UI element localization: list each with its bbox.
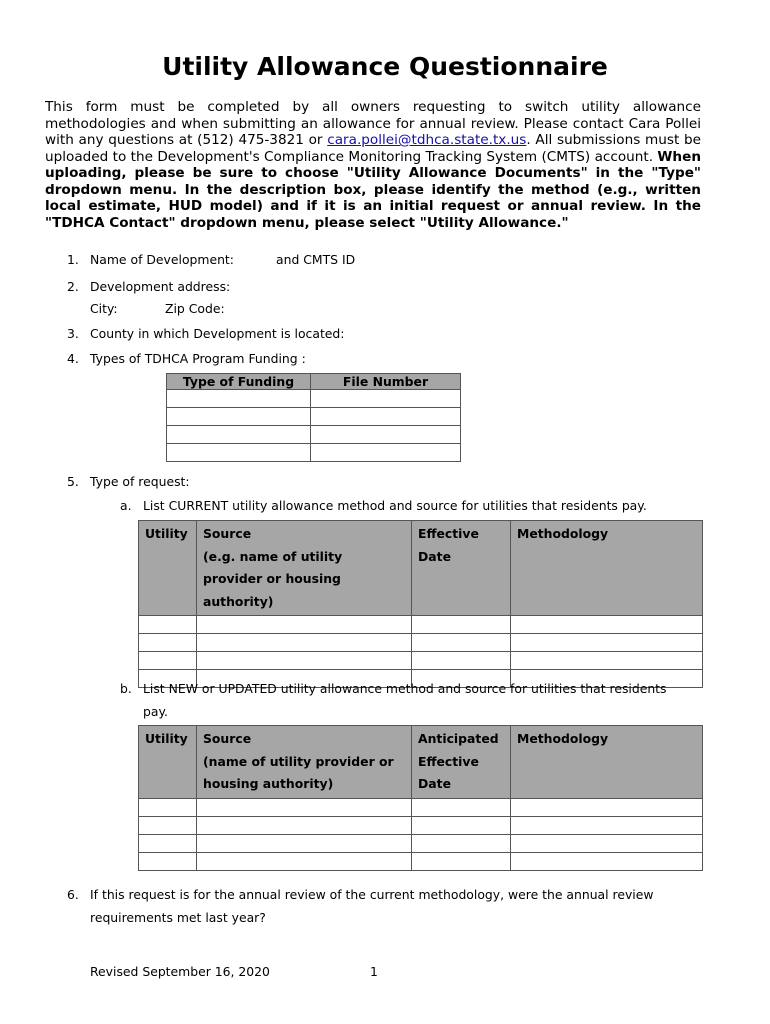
- q4-label: Types of TDHCA Program Funding :: [90, 351, 306, 366]
- q5-number: 5.: [67, 474, 79, 489]
- q5a-text: List CURRENT utility allowance method and source for utilities that residents pay.: [143, 498, 647, 513]
- current-utility-table: [138, 520, 703, 688]
- header-source-hint-1: (name of utility provider or: [203, 753, 394, 769]
- q1-number: 1.: [67, 252, 79, 267]
- q1-cmts-label: and CMTS ID: [276, 252, 356, 267]
- q5a-letter: a.: [120, 498, 132, 513]
- header-source-hint-1: (e.g. name of utility: [203, 548, 343, 564]
- header-utility: Utility: [139, 726, 197, 799]
- header-source: [197, 726, 412, 799]
- page-title: Utility Allowance Questionnaire: [162, 52, 608, 81]
- q5b-letter: b.: [120, 681, 132, 696]
- table-row: [139, 816, 703, 834]
- header-source-hint-3: authority): [203, 593, 274, 609]
- header-anticipated: Anticipated: [418, 731, 499, 746]
- header-effective-date: [412, 521, 511, 616]
- q6-text-2: requirements met last year?: [90, 910, 266, 925]
- email-link[interactable]: cara.pollei@tdhca.state.tx.us: [327, 132, 527, 148]
- table-row: [167, 408, 461, 426]
- header-effective: Effective: [418, 753, 479, 769]
- table-row: [167, 444, 461, 462]
- header-source-title: Source: [203, 526, 252, 541]
- header-date: Date: [418, 776, 451, 791]
- header-type-of-funding: Type of Funding: [167, 374, 311, 390]
- new-utility-table: [138, 725, 703, 871]
- header-methodology: Methodology: [511, 726, 703, 799]
- q5b-text: List NEW or UPDATED utility allowance method and source for utilities that residents: [143, 681, 667, 696]
- q1-label: Name of Development:: [90, 252, 234, 267]
- q6-number: 6.: [67, 887, 79, 902]
- table-row: [139, 652, 703, 670]
- header-methodology: Methodology: [511, 521, 703, 616]
- header-anticipated-effective-date: [412, 726, 511, 799]
- q2-label: Development address:: [90, 279, 231, 294]
- city-label: City:: [90, 301, 118, 316]
- header-utility: Utility: [139, 521, 197, 616]
- header-date: Date: [418, 548, 451, 564]
- header-effective: Effective: [418, 526, 479, 541]
- table-row: [167, 390, 461, 408]
- table-row: [139, 616, 703, 634]
- header-source: [197, 521, 412, 616]
- intro-text-2: . All submissions must be uploaded to the Development's Compliance Monitoring Tracking System (CMTS) account.: [45, 132, 701, 165]
- table-row: [139, 852, 703, 870]
- upload-instructions: When uploading, please be sure to choose "Utility Allowance Documents" in the "Type" dropdown menu. In the description box, please identify the method (e.g., written local estimate, HUD model) and if it is an initial request or annual review. In the "TDHCA Contact" dropdown menu, please select "Utility Allowance.": [45, 148, 701, 231]
- table-row: [139, 834, 703, 852]
- header-file-number: File Number: [311, 374, 461, 390]
- table-row: [139, 634, 703, 652]
- q5b-text-2: pay.: [143, 704, 168, 719]
- q5-label: Type of request:: [90, 474, 190, 489]
- intro-text: This form must be completed by all owners requesting to switch utility allowance methodologies and when submitting an allowance for annual review. Please contact Cara Pollei with any questions at (512) 475-3821 or: [45, 99, 701, 148]
- zip-label: Zip Code:: [165, 301, 225, 316]
- q4-number: 4.: [67, 351, 79, 366]
- table-row: [167, 426, 461, 444]
- header-source-title: Source: [203, 731, 252, 746]
- q3-number: 3.: [67, 326, 79, 341]
- header-source-hint-2: housing authority): [203, 776, 334, 791]
- header-source-hint-2: provider or housing: [203, 571, 341, 586]
- q6-text: If this request is for the annual review of the current methodology, were the annual review: [90, 887, 654, 902]
- q2-number: 2.: [67, 279, 79, 294]
- q3-label: County in which Development is located:: [90, 326, 345, 341]
- intro-paragraph: [45, 99, 701, 231]
- table-row: [139, 798, 703, 816]
- funding-table: [166, 373, 461, 462]
- revision-date: Revised September 16, 2020: [90, 964, 270, 979]
- page-number: 1: [370, 964, 378, 979]
